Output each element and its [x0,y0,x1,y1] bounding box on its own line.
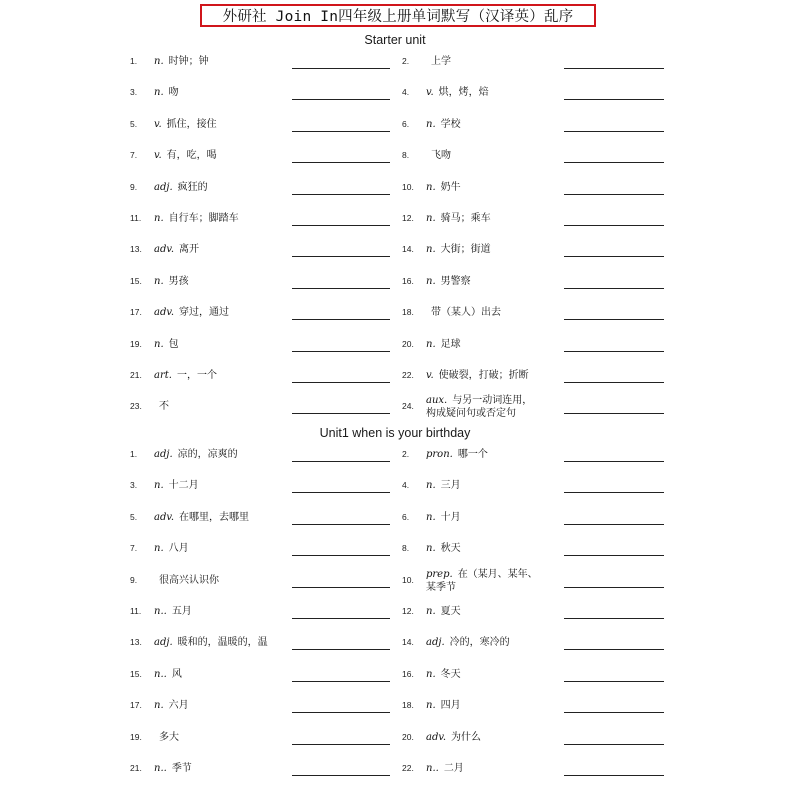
item-number: 16. [402,668,414,679]
chinese-meaning: 秋天 [440,543,461,555]
answer-blank[interactable] [292,649,390,650]
part-of-speech: v. [426,369,434,381]
part-of-speech: n. [426,212,436,224]
vocab-row [0,361,802,392]
vocab-item [402,141,664,172]
part-of-speech: n.. [154,668,167,680]
answer-blank[interactable] [292,555,390,556]
item-number: 7. [130,543,138,554]
part-of-speech: v. [426,87,434,99]
chinese-meaning: 有，吃，喝 [166,150,217,162]
item-definition [154,731,294,744]
answer-blank[interactable] [564,288,664,289]
item-definition [154,369,294,382]
answer-blank[interactable] [292,131,390,132]
item-definition [154,306,294,319]
part-of-speech: n. [426,511,436,523]
item-number: 2. [402,449,410,459]
vocab-row [0,691,802,722]
part-of-speech: n. [426,480,436,492]
answer-blank[interactable] [564,382,664,383]
answer-blank[interactable] [564,131,664,132]
item-number: 13. [130,637,142,648]
vocab-item [130,597,392,628]
chinese-meaning: 穿过，通过 [179,307,230,319]
part-of-speech: aux. [426,395,448,407]
answer-blank[interactable] [292,413,390,414]
vocab-row [0,110,802,141]
answer-blank[interactable] [292,382,390,383]
vocab-item [402,204,664,235]
chinese-meaning: 与另一动词连用， 构成疑问句或否定句 [426,395,533,420]
vocab-item [402,628,664,659]
chinese-meaning: 一，一个 [176,369,217,381]
item-definition [154,762,294,775]
vocab-row [0,298,802,329]
answer-blank[interactable] [292,288,390,289]
vocab-row [0,235,802,266]
item-number: 3. [130,480,138,491]
answer-blank[interactable] [564,99,664,100]
vocab-row [0,440,802,471]
chinese-meaning: 疯狂的 [177,181,208,193]
vocab-item [130,628,392,659]
vocab-item [130,440,392,471]
item-definition [426,542,566,555]
chinese-meaning: 飞吻 [431,150,451,162]
chinese-meaning: 不 [159,401,169,413]
answer-blank[interactable] [292,68,390,69]
answer-blank[interactable] [292,351,390,352]
chinese-meaning: 奶牛 [440,181,461,193]
chinese-meaning: 骑马；乘车 [440,212,491,224]
answer-blank[interactable] [292,712,390,713]
item-number: 21. [130,369,142,380]
vocab-row [0,566,802,597]
item-number: 19. [130,731,142,742]
answer-blank[interactable] [564,649,664,650]
part-of-speech: n. [154,700,164,712]
chinese-meaning: 使破裂，打破；折断 [438,369,529,381]
vocab-item [130,47,392,78]
item-definition [426,668,566,681]
part-of-speech: adj. [154,181,173,193]
item-definition [426,511,566,524]
item-number: 24. [402,401,414,412]
vocab-item [402,47,664,78]
vocab-row [0,78,802,109]
answer-blank[interactable] [564,461,664,462]
vocab-item [402,330,664,361]
chinese-meaning: 夏天 [440,605,461,617]
item-number: 4. [402,87,410,98]
vocab-item [130,110,392,141]
vocab-row [0,754,802,785]
item-number: 10. [402,574,414,585]
vocab-row [0,173,802,204]
section-heading-starter: Starter unit [364,33,426,47]
item-definition [154,479,294,492]
chinese-meaning: 为什么 [451,731,482,743]
item-number: 6. [402,511,410,522]
chinese-meaning: 四月 [440,700,461,712]
vocab-item [402,566,664,597]
item-number: 19. [130,338,142,349]
item-definition [154,668,294,681]
vocab-item [130,471,392,502]
answer-blank[interactable] [564,162,664,163]
item-definition [154,511,294,524]
item-number: 23. [130,401,142,412]
item-definition [426,181,566,194]
part-of-speech: adv. [426,731,447,743]
answer-blank[interactable] [564,587,664,588]
item-number: 7. [130,150,138,161]
part-of-speech: n. [426,275,436,287]
answer-blank[interactable] [564,351,664,352]
answer-blank[interactable] [292,225,390,226]
item-definition [426,731,566,744]
vocab-row [0,597,802,628]
chinese-meaning: 三月 [440,480,461,492]
chinese-meaning: 抓住，接住 [166,118,217,130]
item-number: 17. [130,307,142,318]
part-of-speech: pron. [426,449,453,460]
item-definition [154,212,294,225]
vocab-item [402,392,664,423]
item-number: 6. [402,118,410,129]
chinese-meaning: 上学 [431,56,451,67]
item-definition [426,55,566,68]
answer-blank[interactable] [564,744,664,745]
vocab-item [130,235,392,266]
item-definition [154,149,294,162]
part-of-speech: n. [426,244,436,256]
chinese-meaning: 冷的，寒冷的 [449,637,510,649]
unit1-vocab-list [0,440,802,785]
vocab-item [402,534,664,565]
answer-blank[interactable] [292,99,390,100]
part-of-speech: art. [154,369,172,381]
item-number: 14. [402,244,414,255]
answer-blank[interactable] [564,225,664,226]
answer-blank[interactable] [292,256,390,257]
item-definition [154,275,294,288]
vocab-item [402,503,664,534]
chinese-meaning: 在哪里，去哪里 [179,511,250,523]
answer-blank[interactable] [292,492,390,493]
item-definition [426,479,566,492]
chinese-meaning: 哪一个 [457,449,488,460]
item-number: 1. [130,449,138,459]
item-definition [154,448,294,461]
item-definition [426,275,566,288]
part-of-speech: adj. [426,637,445,649]
item-definition [154,338,294,351]
item-definition [426,243,566,256]
vocab-row [0,471,802,502]
chinese-meaning: 凉的，凉爽的 [177,449,238,460]
answer-blank[interactable] [564,555,664,556]
answer-blank[interactable] [292,681,390,682]
item-number: 21. [130,762,142,773]
chinese-meaning: 时钟；钟 [168,56,209,67]
part-of-speech: adj. [154,637,173,649]
vocab-row [0,47,802,78]
chinese-meaning: 学校 [440,118,461,130]
part-of-speech: prep. [426,568,453,580]
item-definition [426,86,566,99]
vocab-item [402,660,664,691]
answer-blank[interactable] [564,68,664,69]
vocab-item [130,173,392,204]
vocab-item [402,110,664,141]
item-number: 16. [402,275,414,286]
item-definition [154,605,294,618]
chinese-meaning: 男孩 [168,275,189,287]
vocab-row [0,330,802,361]
part-of-speech: v. [154,118,162,130]
answer-blank[interactable] [564,524,664,525]
part-of-speech: n. [426,668,436,680]
vocab-item [402,361,664,392]
part-of-speech: n. [426,605,436,617]
item-number: 15. [130,668,142,679]
vocab-item [130,566,392,597]
chinese-meaning: 烘，烤，焙 [438,87,489,99]
starter-vocab-list [0,47,802,424]
part-of-speech: v. [154,150,162,162]
vocab-row [0,267,802,298]
chinese-meaning: 二月 [443,762,464,774]
part-of-speech: n. [426,543,436,555]
vocab-item [402,691,664,722]
answer-blank[interactable] [564,194,664,195]
chinese-meaning: 自行车；脚踏车 [168,212,239,224]
vocab-row [0,534,802,565]
chinese-meaning: 男警察 [440,275,471,287]
part-of-speech: adv. [154,511,175,523]
item-definition [426,118,566,131]
answer-blank[interactable] [292,618,390,619]
vocab-row [0,141,802,172]
item-number: 8. [402,543,410,554]
chinese-meaning: 多大 [159,731,179,743]
vocab-row [0,660,802,691]
answer-blank[interactable] [292,319,390,320]
vocab-item [402,267,664,298]
chinese-meaning: 吻 [168,87,179,99]
item-number: 5. [130,118,138,129]
item-definition [426,699,566,712]
part-of-speech: n. [154,543,164,555]
item-definition [426,762,566,775]
item-definition [426,212,566,225]
item-number: 15. [130,275,142,286]
chinese-meaning: 很高兴认识你 [159,574,219,586]
item-definition [154,181,294,194]
vocab-item [130,141,392,172]
part-of-speech: adj. [154,449,173,460]
answer-blank[interactable] [564,492,664,493]
item-definition [154,636,294,649]
item-number: 12. [402,605,414,616]
vocab-item [402,298,664,329]
vocab-row [0,628,802,659]
section-heading-unit1: Unit1 when is your birthday [319,426,471,440]
chinese-meaning: 六月 [168,700,189,712]
item-number: 9. [130,181,138,192]
item-number: 4. [402,480,410,491]
vocab-item [402,78,664,109]
chinese-meaning: 大街；街道 [440,244,491,256]
item-number: 18. [402,700,414,711]
vocab-item [130,503,392,534]
part-of-speech: n. [154,212,164,224]
vocab-item [130,298,392,329]
answer-blank[interactable] [292,194,390,195]
vocab-item [130,267,392,298]
chinese-meaning: 冬天 [440,668,461,680]
vocab-item [402,754,664,785]
vocab-item [130,330,392,361]
item-definition [426,636,566,649]
answer-blank[interactable] [564,681,664,682]
chinese-meaning: 十二月 [168,480,199,492]
item-definition [426,306,566,319]
part-of-speech: n. [154,275,164,287]
item-definition [154,243,294,256]
answer-blank[interactable] [564,319,664,320]
item-number: 1. [130,56,138,66]
part-of-speech: adv. [154,307,175,319]
vocab-item [402,440,664,471]
item-definition [426,338,566,351]
item-definition [154,86,294,99]
chinese-meaning: 八月 [168,543,189,555]
item-number: 17. [130,700,142,711]
item-number: 11. [130,212,142,223]
vocab-item [130,78,392,109]
answer-blank[interactable] [292,162,390,163]
item-number: 3. [130,87,138,98]
vocab-item [130,392,392,423]
chinese-meaning: 带（某人）出去 [431,307,501,319]
answer-blank[interactable] [292,587,390,588]
worksheet-title: 外研社 Join In四年级上册单词默写（汉译英）乱序 [200,4,596,27]
item-number: 2. [402,56,410,66]
vocab-item [130,534,392,565]
answer-blank[interactable] [292,524,390,525]
chinese-meaning: 在（某月、某年、 某季节 [426,568,538,593]
item-number: 22. [402,369,414,380]
item-definition [426,394,566,420]
vocab-item [402,723,664,754]
part-of-speech: n.. [426,762,439,774]
item-number: 11. [130,605,142,616]
item-definition [426,568,566,594]
vocab-item [130,660,392,691]
part-of-speech: n. [426,118,436,130]
chinese-meaning: 十月 [440,511,461,523]
item-definition [154,400,294,413]
item-number: 18. [402,307,414,318]
item-number: 9. [130,574,138,585]
item-definition [154,118,294,131]
part-of-speech: n. [154,480,164,492]
vocab-row [0,204,802,235]
answer-blank[interactable] [564,256,664,257]
part-of-speech: n. [426,338,436,350]
chinese-meaning: 季节 [171,762,192,774]
part-of-speech: n. [154,56,164,67]
part-of-speech: n. [426,700,436,712]
item-definition [426,149,566,162]
part-of-speech: n. [426,181,436,193]
item-definition [154,55,294,68]
vocab-item [402,235,664,266]
answer-blank[interactable] [564,413,664,414]
item-number: 14. [402,637,414,648]
part-of-speech: n.. [154,762,167,774]
part-of-speech: n. [154,338,164,350]
item-number: 20. [402,731,414,742]
answer-blank[interactable] [564,618,664,619]
part-of-speech: n.. [154,605,167,617]
part-of-speech: adv. [154,244,175,256]
item-definition [154,699,294,712]
chinese-meaning: 五月 [171,605,192,617]
vocab-item [402,173,664,204]
vocab-row [0,392,802,423]
vocab-item [130,754,392,785]
item-definition [154,542,294,555]
vocab-item [402,597,664,628]
chinese-meaning: 足球 [440,338,461,350]
item-definition [154,574,294,587]
item-number: 22. [402,762,414,773]
vocab-item [130,361,392,392]
item-definition [426,605,566,618]
answer-blank[interactable] [564,775,664,776]
item-number: 10. [402,181,414,192]
vocab-row [0,503,802,534]
vocab-item [130,723,392,754]
answer-blank[interactable] [292,744,390,745]
vocab-item [130,204,392,235]
vocab-item [130,691,392,722]
item-number: 5. [130,511,138,522]
answer-blank[interactable] [564,712,664,713]
item-definition [426,369,566,382]
answer-blank[interactable] [292,775,390,776]
item-number: 12. [402,212,414,223]
chinese-meaning: 风 [171,668,182,680]
answer-blank[interactable] [292,461,390,462]
part-of-speech: n. [154,87,164,99]
item-definition [426,448,566,461]
chinese-meaning: 暖和的，温暖的，温 [177,637,268,649]
vocab-row [0,723,802,754]
vocab-item [402,471,664,502]
item-number: 13. [130,244,142,255]
chinese-meaning: 包 [168,338,179,350]
chinese-meaning: 离开 [179,244,200,256]
item-number: 20. [402,338,414,349]
item-number: 8. [402,150,410,161]
